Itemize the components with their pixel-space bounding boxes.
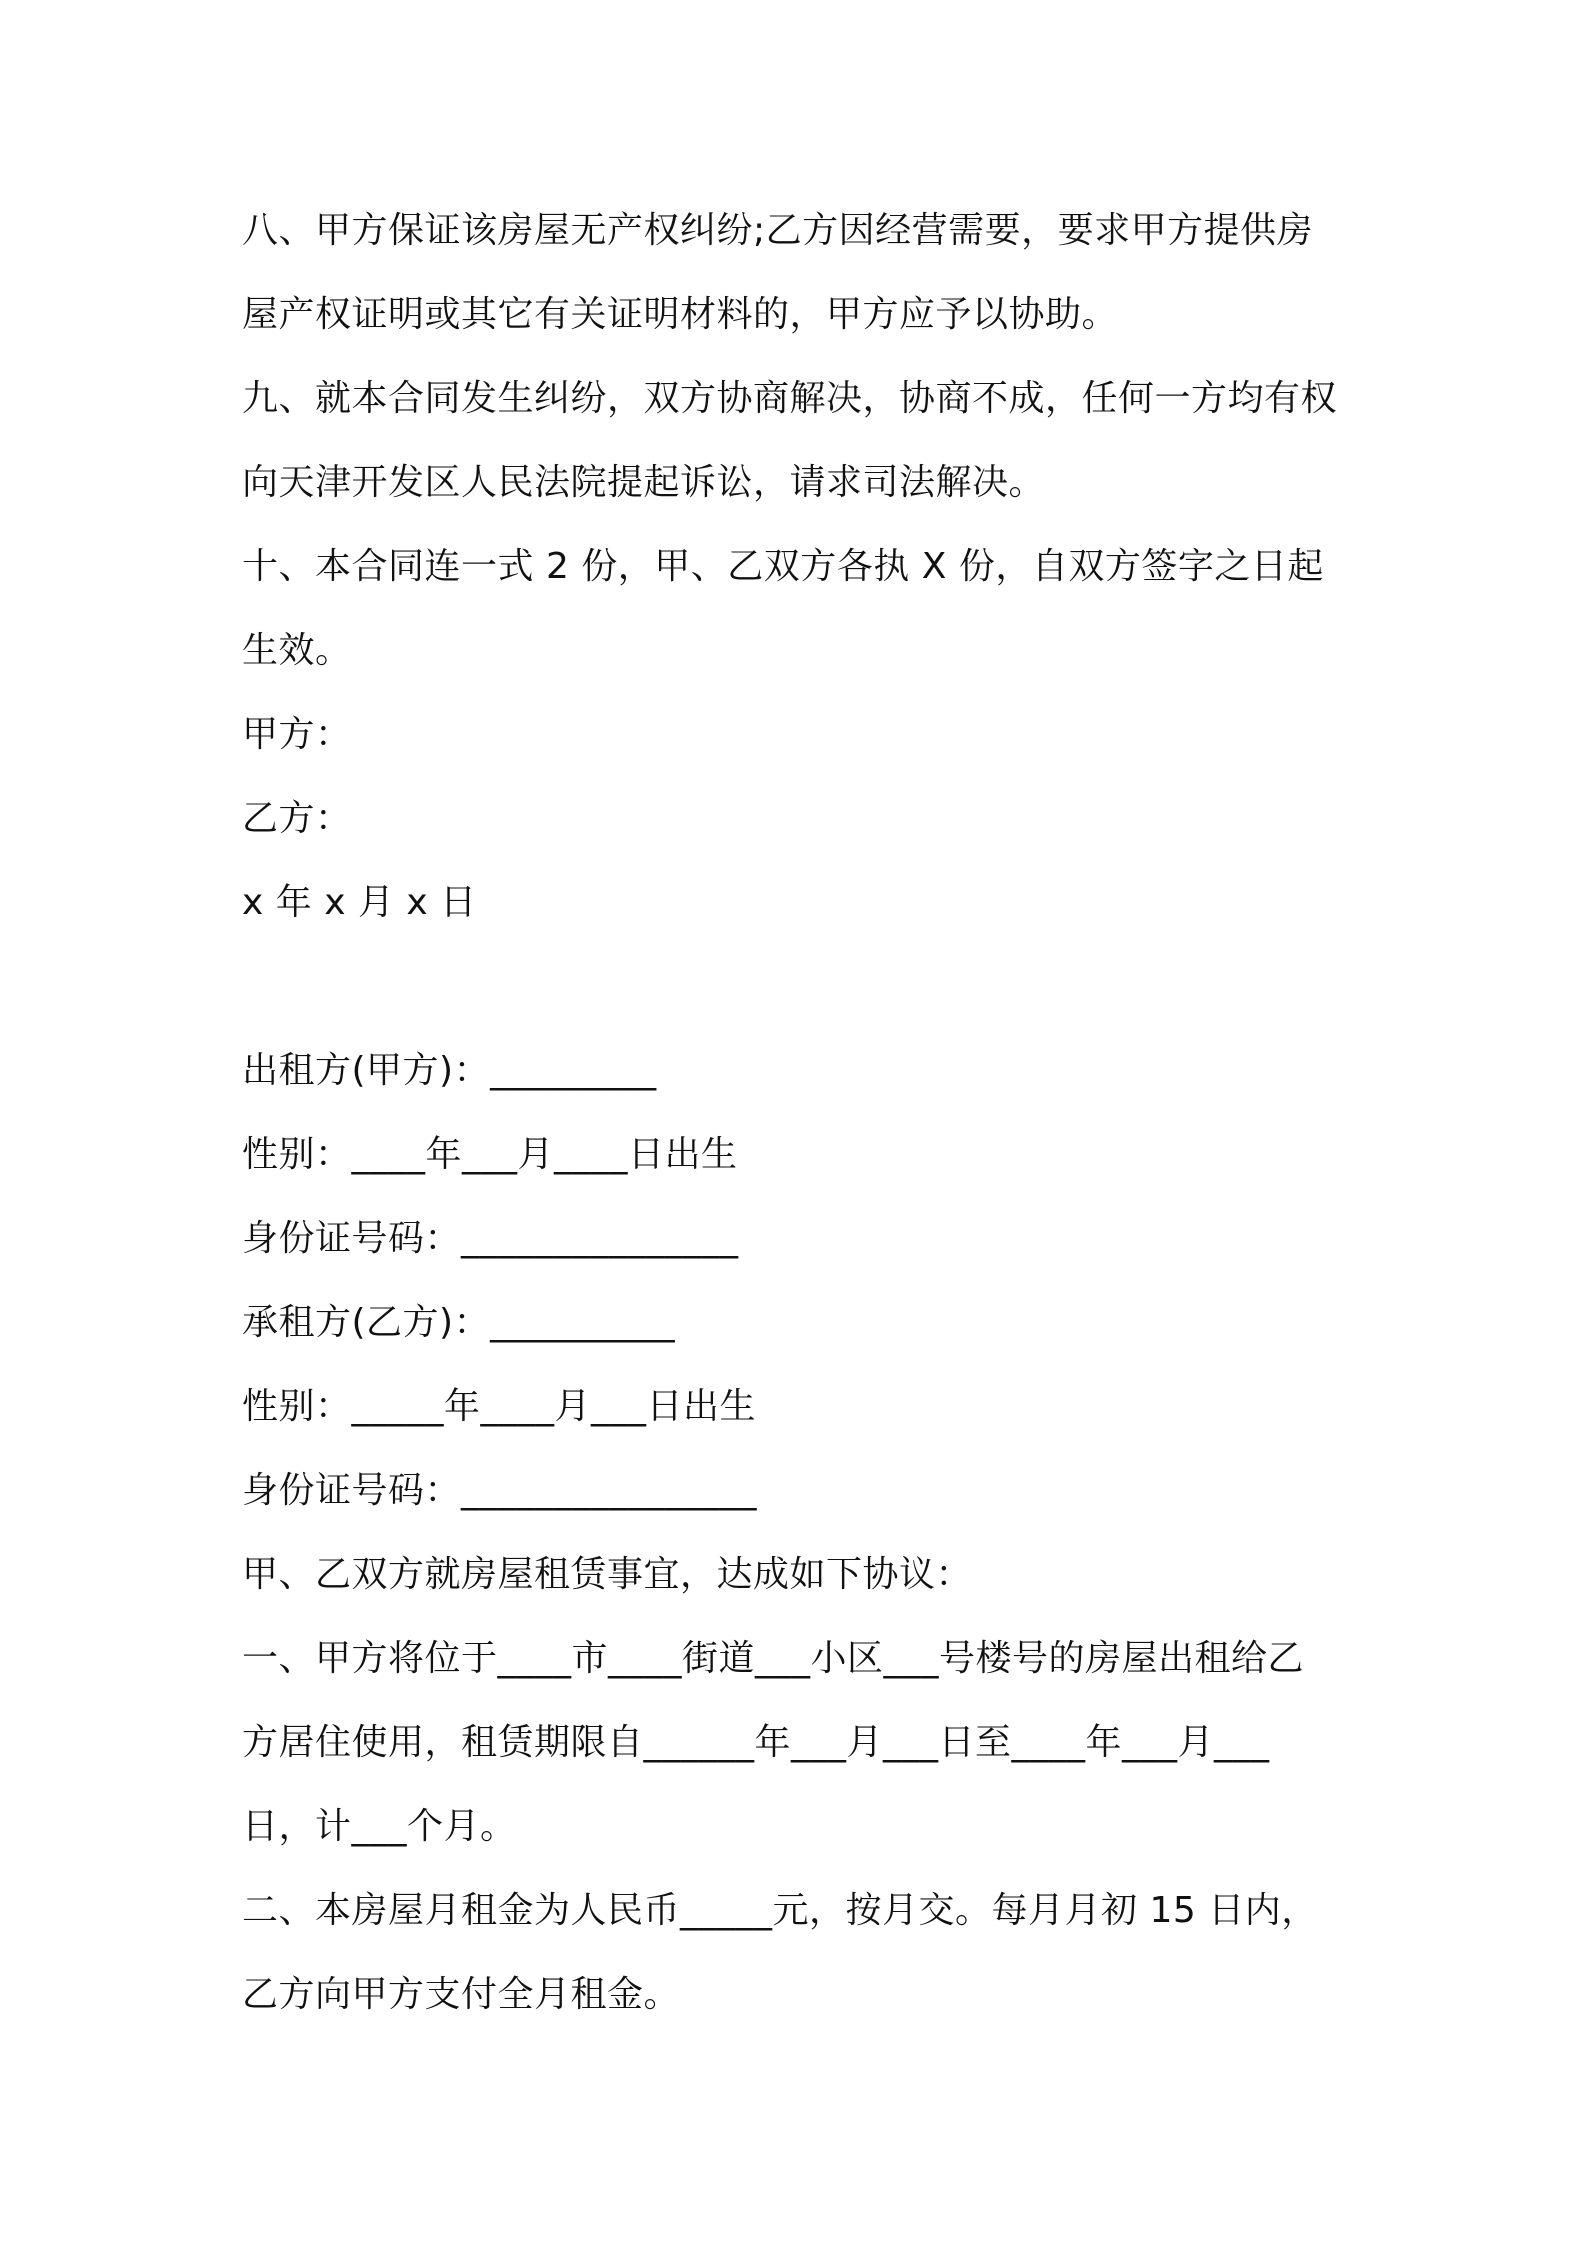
lessee-id-field: 身份证号码：________________ xyxy=(242,1470,758,1511)
clause-1-line-1: 一、甲方将位于____市____街道___小区___号楼号的房屋出租给乙 xyxy=(242,1638,1305,1679)
lessee-gender-birth-field: 性别：_____年____月___日出生 xyxy=(242,1386,757,1427)
lessor-gender-birth-field: 性别：____年___月____日出生 xyxy=(242,1134,738,1175)
party-b-signature-label: 乙方： xyxy=(242,798,352,839)
signature-date: x 年 x 月 x 日 xyxy=(242,882,477,923)
clause-1-line-3: 日，计___个月。 xyxy=(242,1806,517,1847)
clause-8-line-1: 八、甲方保证该房屋无产权纠纷;乙方因经营需要，要求甲方提供房 xyxy=(242,210,1314,251)
lessor-id-field: 身份证号码：_______________ xyxy=(242,1218,739,1259)
clause-10-line-1: 十、本合同连一式 2 份，甲、乙双方各执 X 份，自双方签字之日起 xyxy=(242,546,1324,587)
clause-9-line-1: 九、就本合同发生纠纷，双方协商解决，协商不成，任何一方均有权 xyxy=(242,378,1338,419)
clause-10-line-2: 生效。 xyxy=(242,630,352,671)
clause-9-line-2: 向天津开发区人民法院提起诉讼，请求司法解决。 xyxy=(242,462,1046,503)
clause-8-line-2: 屋产权证明或其它有关证明材料的，甲方应予以协助。 xyxy=(242,294,1119,335)
lessor-field: 出租方(甲方)：_________ xyxy=(242,1050,657,1091)
lessee-field: 承租方(乙方)：__________ xyxy=(242,1302,676,1343)
clause-2-line-2: 乙方向甲方支付全月租金。 xyxy=(242,1974,681,2015)
agreement-intro: 甲、乙双方就房屋租赁事宜，达成如下协议： xyxy=(242,1554,973,1595)
party-a-signature-label: 甲方： xyxy=(242,714,352,755)
clause-2-line-1: 二、本房屋月租金为人民币_____元，按月交。每月月初 15 日内， xyxy=(242,1890,1318,1931)
clause-1-line-2: 方居住使用，租赁期限自______年___月___日至____年___月___ xyxy=(242,1722,1270,1763)
